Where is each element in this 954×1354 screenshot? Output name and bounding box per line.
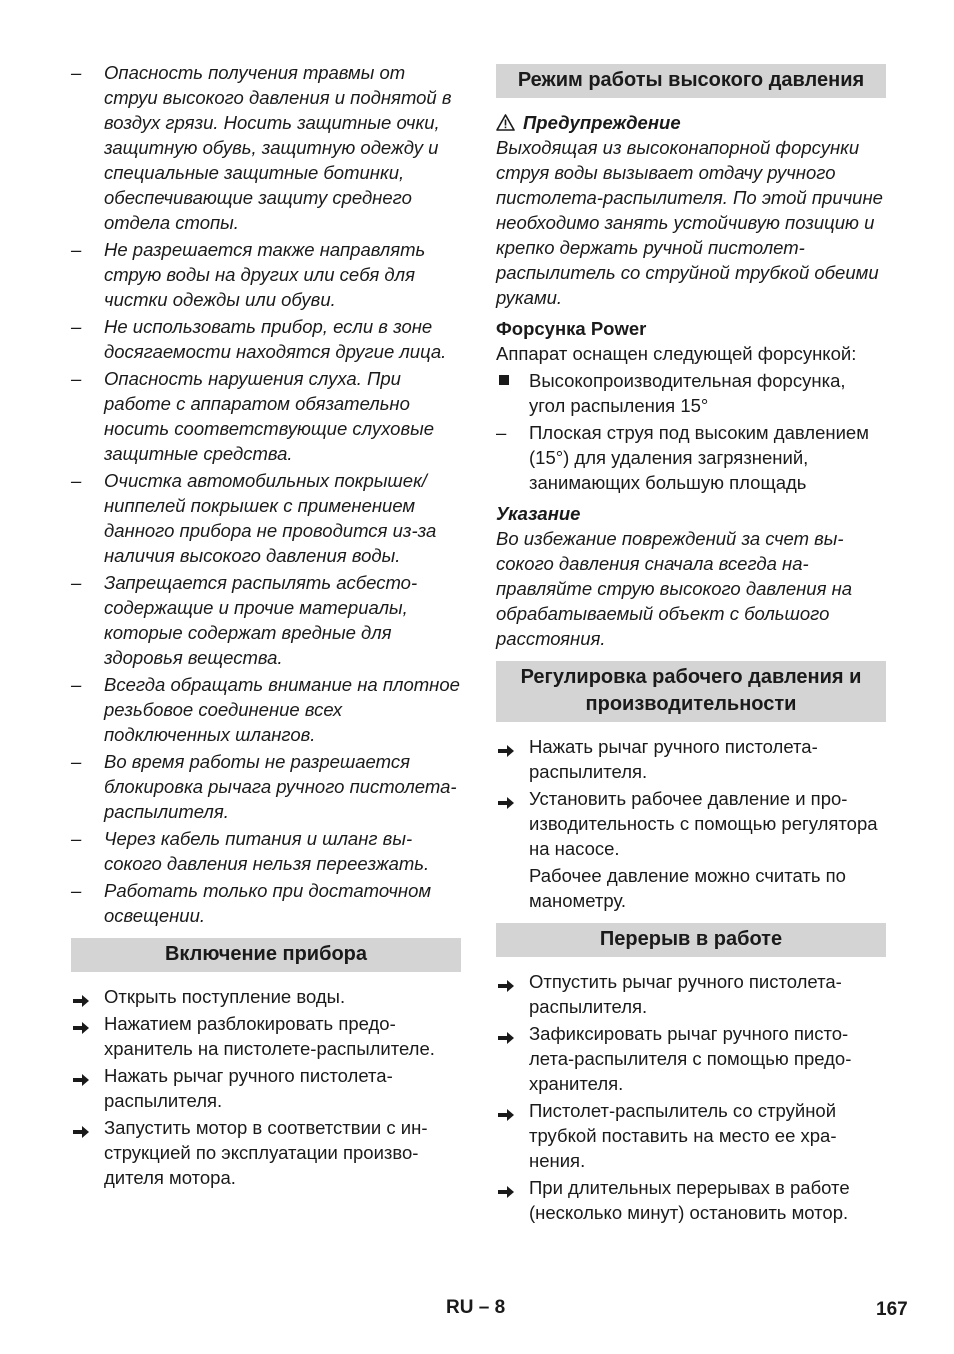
safety-item-text: Опасность получения травмы от струи высокого давления и поднятой в воздух грязи. Носить защитные очки, защитную обувь, защитную одежду и специальные защитные ботинки, обеспечивающие защиту среднего отдела стопы. bbox=[104, 62, 452, 233]
step-item bbox=[71, 1011, 461, 1061]
arrow-right-icon bbox=[498, 791, 514, 816]
step-text: При длительных перерывах в работе (несколько минут) остановить мотор. bbox=[529, 1177, 850, 1223]
dash-marker: – bbox=[496, 422, 507, 443]
left-column bbox=[71, 60, 461, 1192]
dash-marker: – bbox=[71, 880, 82, 901]
safety-item-text: Не использовать прибор, если в зоне досягаемости находятся другие лица. bbox=[104, 316, 447, 362]
safety-item-text: Опасность нарушения слуха. При работе с аппаратом обязательно носить соответствующие слуховые защитные средства. bbox=[104, 368, 435, 464]
dash-marker: – bbox=[71, 368, 82, 389]
safety-item bbox=[71, 749, 461, 824]
safety-item-text: Очистка автомобильных покрышек/ ниппелей покрышек с применением данного прибора не проводится из-за наличия высокого давления воды. bbox=[104, 470, 437, 566]
step-text: Установить рабочее давление и производительность с помощью регулятора на насосе. bbox=[529, 788, 878, 859]
warning-label bbox=[496, 110, 886, 135]
arrow-right-icon bbox=[73, 1016, 89, 1041]
safety-item bbox=[71, 570, 461, 670]
note-text: Во избежание повреждений за счет высокого давления сначала всегда направляйте струю высокого давления на обрабатываемый объект с большого расстояния. bbox=[496, 528, 853, 649]
step-item bbox=[71, 1115, 461, 1190]
step-text: Нажатием разблокировать предохранитель на пистолете-распылителе. bbox=[104, 1013, 435, 1059]
safety-item-text: Через кабель питания и шланг высокого давления нельзя переезжать. bbox=[104, 828, 430, 874]
safety-item bbox=[71, 468, 461, 568]
step-item bbox=[496, 734, 886, 784]
note-label: Указание bbox=[496, 503, 581, 524]
dash-marker: – bbox=[71, 470, 82, 491]
step-item bbox=[496, 786, 886, 861]
section-heading-switch-on: Включение прибора bbox=[71, 938, 461, 972]
section-heading-high-pressure: Режим работы высокого давления bbox=[496, 64, 886, 98]
section-heading-regulation: Регулировка рабочего давления и производительности bbox=[496, 661, 886, 722]
warning-triangle-icon bbox=[496, 114, 515, 131]
nozzle-item bbox=[496, 368, 886, 418]
step-text: Запустить мотор в соответствии с инструкцией по эксплуатации производителя мотора. bbox=[104, 1117, 428, 1188]
step-text: Зафиксировать рычаг ручного пистолета-распылителя с помощью предохранителя. bbox=[529, 1023, 852, 1094]
safety-item bbox=[71, 878, 461, 928]
safety-item bbox=[71, 314, 461, 364]
step-item bbox=[496, 969, 886, 1019]
square-bullet-icon bbox=[499, 375, 509, 385]
footer-section-page: RU – 8 bbox=[446, 1297, 506, 1318]
step-text: Открыть поступление воды. bbox=[104, 986, 346, 1007]
arrow-right-icon bbox=[73, 1068, 89, 1093]
safety-item bbox=[71, 672, 461, 747]
arrow-right-icon bbox=[498, 1180, 514, 1205]
nozzle-sub-text: Плоская струя под высоким давлением (15°) для удаления загрязнений, занимающих большую площадь bbox=[529, 422, 869, 493]
dash-marker: – bbox=[71, 572, 82, 593]
step-text: Нажать рычаг ручного пистолета-распылителя. bbox=[529, 736, 818, 782]
arrow-right-icon bbox=[498, 974, 514, 999]
safety-item bbox=[71, 826, 461, 876]
safety-item-text: Во время работы не разрешается блокировка рычага ручного пистолета-распылителя. bbox=[104, 751, 457, 822]
nozzle-sub-item bbox=[496, 420, 886, 495]
safety-item-text: Работать только при достаточном освещении. bbox=[104, 880, 432, 926]
nozzle-item-text: Высокопроизводительная форсунка, угол распыления 15° bbox=[529, 370, 846, 416]
safety-item-text: Запрещается распылять асбестосодержащие и прочие материалы, которые содержат вредные для здоровья вещества. bbox=[104, 572, 418, 668]
step-item bbox=[496, 1175, 886, 1225]
dash-marker: – bbox=[71, 239, 82, 260]
safety-item bbox=[71, 366, 461, 466]
nozzle-intro: Аппарат оснащен следующей форсункой: bbox=[496, 343, 857, 364]
dash-marker: – bbox=[71, 62, 82, 83]
regulation-extra: Рабочее давление можно считать по манометру. bbox=[529, 865, 846, 911]
arrow-right-icon bbox=[498, 1026, 514, 1051]
nozzle-title: Форсунка Power bbox=[496, 318, 647, 339]
dash-marker: – bbox=[71, 674, 82, 695]
dash-marker: – bbox=[71, 751, 82, 772]
safety-item-text: Всегда обращать внимание на плотное резьбовое соединение всех подключенных шлангов. bbox=[104, 674, 460, 745]
step-item bbox=[496, 1021, 886, 1096]
arrow-right-icon bbox=[498, 739, 514, 764]
safety-item bbox=[71, 237, 461, 312]
step-item bbox=[71, 984, 461, 1009]
footer-page-number: 167 bbox=[876, 1299, 908, 1320]
safety-item-text: Не разрешается также направлять струю воды на других или себя для чистки одежды или обуви. bbox=[104, 239, 426, 310]
step-item bbox=[71, 1063, 461, 1113]
arrow-right-icon bbox=[73, 1120, 89, 1145]
dash-marker: – bbox=[71, 316, 82, 337]
safety-item bbox=[71, 60, 461, 235]
warning-text: Выходящая из высоконапорной форсунки струя воды вызывает отдачу ручного пистолета-распылителя. По этой причине необходимо занять устойчивую позицию и крепко держать ручной пистолет-распылитель со струйной трубкой обеими руками. bbox=[496, 137, 883, 308]
dash-marker: – bbox=[71, 828, 82, 849]
step-text: Пистолет-распылитель со струйной трубкой поставить на место ее хранения. bbox=[529, 1100, 837, 1171]
step-text: Нажать рычаг ручного пистолета-распылителя. bbox=[104, 1065, 393, 1111]
right-column bbox=[496, 60, 886, 1227]
step-text: Отпустить рычаг ручного пистолета-распылителя. bbox=[529, 971, 842, 1017]
section-heading-break: Перерыв в работе bbox=[496, 923, 886, 957]
warning-label-text: Предупреждение bbox=[523, 112, 681, 133]
arrow-right-icon bbox=[498, 1103, 514, 1128]
step-item bbox=[496, 1098, 886, 1173]
